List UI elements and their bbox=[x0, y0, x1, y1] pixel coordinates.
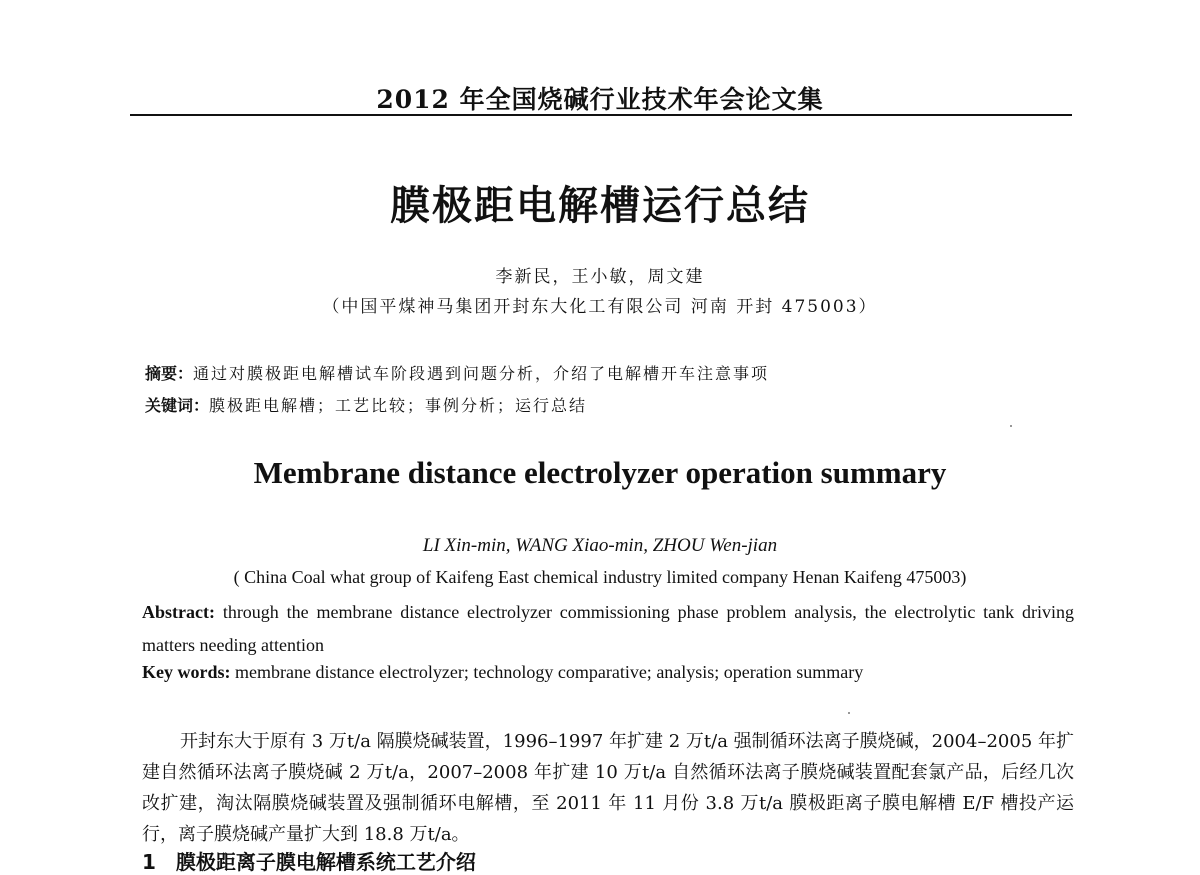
affiliation-en: ( China Coal what group of Kaifeng East chemical industry limited company Henan Kaifeng 475003) bbox=[233, 567, 967, 587]
abstract-cn bbox=[145, 361, 769, 384]
keywords-en-label: Key words: bbox=[142, 662, 231, 682]
paper-title-en: Membrane distance electrolyzer operation summary bbox=[253, 455, 947, 490]
running-head: 2012 年全国烧碱行业技术年会论文集 bbox=[376, 85, 824, 114]
scan-speck bbox=[1010, 425, 1012, 427]
keywords-cn bbox=[145, 393, 587, 416]
authors-cn: 李新民，王小敏，周文建 bbox=[495, 267, 705, 287]
affiliation-cn: （中国平煤神马集团开封东大化工有限公司 河南 开封 475003） bbox=[322, 297, 878, 317]
abstract-en-text: through the membrane distance electrolyzer commissioning phase problem analysis, the electrolytic tank driving matters needing attention bbox=[142, 602, 1074, 655]
scan-speck bbox=[848, 712, 850, 714]
abstract-cn-label: 摘要： bbox=[145, 364, 194, 383]
paper-title-cn: 膜极距电解槽运行总结 bbox=[390, 183, 810, 229]
authors-en: LI Xin-min, WANG Xiao-min, ZHOU Wen-jian bbox=[422, 535, 778, 556]
header-rule bbox=[130, 114, 1072, 116]
keywords-en bbox=[142, 662, 863, 683]
keywords-en-text: membrane distance electrolyzer; technology comparative; analysis; operation summary bbox=[235, 662, 864, 682]
keywords-cn-text: 膜极距电解槽；工艺比较；事例分析；运行总结 bbox=[209, 396, 588, 415]
section-heading: 1 膜极距离子膜电解槽系统工艺介绍 bbox=[142, 850, 476, 874]
body-paragraph: 开封东大于原有 3 万t/a 隔膜烧碱装置，1996–1997 年扩建 2 万t/a 强制循环法离子膜烧碱，2004–2005 年扩建自然循环法离子膜烧碱 2 万t/a，2007–2008 年扩建 10 万t/a 自然循环法离子膜烧碱装置配套氯产品，后经几次改扩建，淘汰隔膜烧碱装置及强制循环电解槽，至 2011 年 11 月份 3.8 万t/a 膜极距离子膜电解槽 E/F 槽投产运行，离子膜烧碱产量扩大到 18.8 万t/a。 bbox=[142, 731, 1074, 845]
abstract-cn-text: 通过对膜极距电解槽试车阶段遇到问题分析，介绍了电解槽开车注意事项 bbox=[193, 364, 770, 383]
abstract-en-label: Abstract: bbox=[142, 602, 215, 622]
abstract-en bbox=[142, 596, 1074, 662]
keywords-cn-label: 关键词： bbox=[145, 396, 210, 415]
